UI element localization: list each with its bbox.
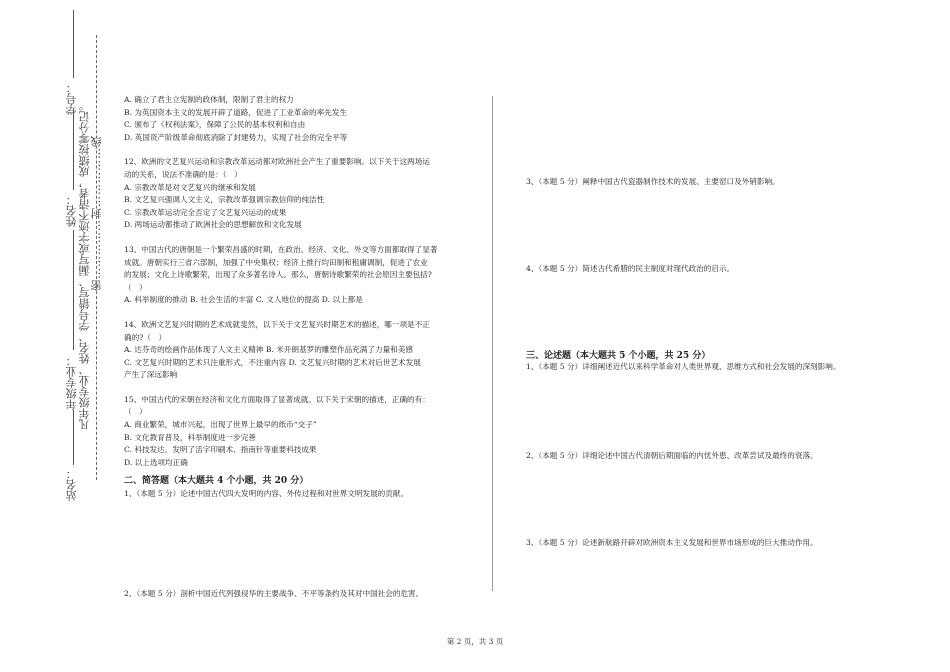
warning-text: 凡年级专业、姓名、学号错写、漏写或字迹不清者，成绩按零分记。	[78, 100, 91, 430]
option: D. 英国资产阶级革命彻底消除了封建势力，实现了社会的完全平等	[124, 132, 348, 142]
question-14	[124, 319, 484, 382]
question-stem: 成就。唐朝实行三省六部制，加强了中央集权；经济上推行均田制和租庸调制，促进了农业	[124, 257, 428, 267]
cut-line-text: 密……………封……………线	[90, 135, 103, 291]
cut-dashed-line	[96, 35, 97, 480]
option: A. 宗教改革是对文艺复兴的继承和发展	[124, 182, 256, 192]
question-stem: 确的?（ ）	[124, 332, 167, 342]
question-stem: 13、中国古代的唐朝是一个繁荣昌盛的时期，在政治、经济、文化、外交等方面都取得了显著	[124, 244, 438, 254]
option: A. 科举制度的推动 B. 社会生活的丰富 C. 文人地位的提高 D. 以上都是	[124, 295, 363, 305]
option: B. 文艺复兴强调人文主义，宗教改革强调宗教信仰的纯洁性	[124, 195, 325, 205]
question-stem: 动的关系，说法不准确的是：（ ）	[124, 169, 242, 179]
short-answer-question-2: 2、（本题 5 分）剖析中国近代列强侵华的主要战争、不平等条约及其对中国社会的危害。	[124, 588, 424, 598]
class-label: 年级专业：	[65, 355, 78, 410]
question-stem: （ ）	[124, 407, 147, 417]
short-answer-question-4: 4、（本题 5 分）简述古代希腊的民主制度对现代政治的启示。	[526, 263, 735, 273]
page-number: 第 2 页，共 3 页	[446, 637, 504, 646]
option: D. 以上选项均正确	[124, 457, 188, 467]
question-15	[124, 394, 484, 470]
option: A. 确立了君主立宪制的政体制，限制了君主的权力	[124, 95, 294, 104]
name-label: 姓名：	[65, 194, 78, 227]
option: C. 文艺复兴时期的艺术只注重形式，不注重内容 D. 文艺复兴时期的艺术对后世艺术发展	[124, 357, 421, 367]
student-no-line	[73, 10, 74, 78]
option: C. 宗教改革运动完全否定了文艺复兴运动的成果	[124, 207, 287, 217]
student-no-label: 学号：	[65, 82, 78, 115]
option: B. 文化教育普及，科举制度进一步完善	[124, 432, 256, 442]
option: B. 为英国资本主义的发展开辟了道路，促进了工业革命的率先发生	[124, 107, 348, 117]
class-line	[73, 230, 74, 350]
question-12	[124, 156, 484, 232]
essay-question-1: 1、（本题 5 分）详细阐述近代以来科学革命对人类世界观、思维方式和社会发展的深刻影响。	[526, 361, 841, 371]
option: C. 科技发达，发明了活字印刷术、指南针等重要科技成果	[124, 445, 317, 455]
question-11-options	[124, 94, 484, 144]
binding-margin	[0, 0, 110, 672]
option: A. 达芬奇的绘画作品体现了人文主义精神 B. 米开朗基罗的雕塑作品充满了力量和美感	[124, 345, 413, 355]
question-stem: （ ）	[124, 282, 147, 292]
name-line	[73, 108, 74, 190]
question-stem: 14、欧洲文艺复兴时期的艺术成就斐然，以下关于文艺复兴时期艺术的描述，哪一项是不正	[124, 319, 430, 329]
option: 产生了深远影响	[124, 370, 178, 380]
option: C. 颁布了《权利法案》，保障了公民的基本权利和自由	[124, 120, 306, 130]
school-label: 站名：	[65, 468, 78, 501]
section-3-title: 三、论述题（本大题共 5 个小题，共 25 分）	[526, 351, 711, 361]
short-answer-question-3: 3、（本题 5 分）阐释中国古代瓷器制作技术的发展、主要窑口及外销影响。	[526, 176, 780, 186]
question-stem: 12、欧洲的文艺复兴运动和宗教改革运动都对欧洲社会产生了重要影响。以下关于这两场运	[124, 157, 430, 167]
section-2-title: 二、简答题（本大题共 4 个小题，共 20 分）	[124, 476, 309, 487]
essay-question-2: 2、（本题 5 分）详细论述中国古代清朝后期面临的内忧外患、改革尝试及最终的衰落。	[526, 450, 818, 460]
option: A. 商业繁荣，城市兴起，出现了世界上最早的纸币“交子”	[124, 420, 317, 430]
question-stem: 的发展；文化上诗歌繁荣，出现了众多著名诗人。那么，唐朝诗歌繁荣的社会原因主要包括?	[124, 270, 432, 280]
school-line	[73, 410, 74, 465]
question-13	[124, 244, 484, 307]
column-divider	[492, 96, 493, 591]
short-answer-question-1: 1、（本题 5 分）论述中国古代四大发明的内容、外传过程和对世界文明发展的贡献。	[124, 489, 409, 499]
left-column	[124, 94, 484, 501]
option: D. 两场运动都推动了欧洲社会的思想解放和文化发展	[124, 220, 302, 230]
essay-question-3: 3、（本题 5 分）论述新航路开辟对欧洲资本主义发展和世界市场形成的巨大推动作用。	[526, 537, 818, 547]
question-stem: 15、中国古代的宋朝在经济和文化方面取得了显著成就。以下关于宋朝的描述，正确的有：	[124, 394, 430, 404]
